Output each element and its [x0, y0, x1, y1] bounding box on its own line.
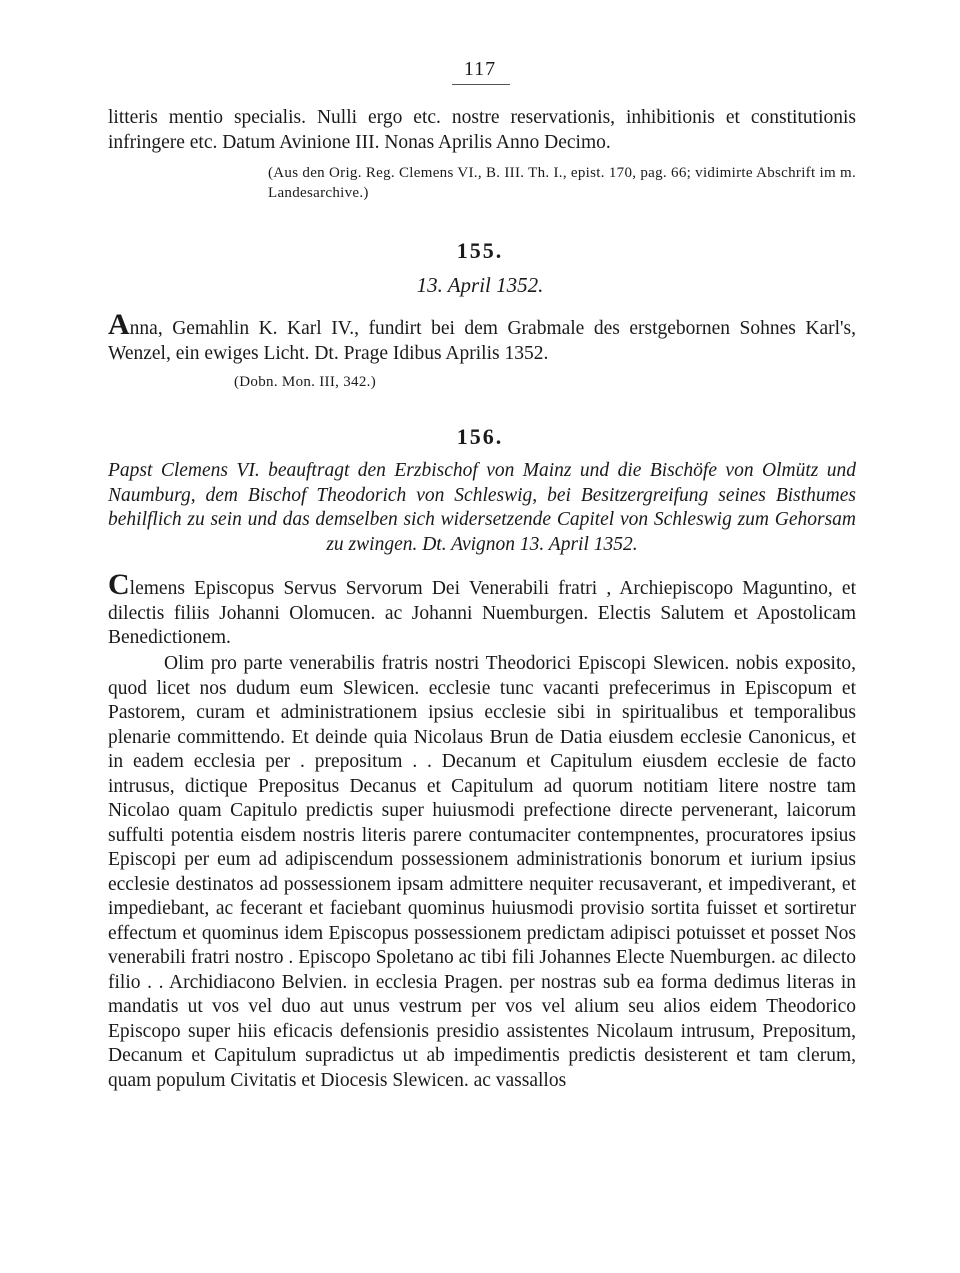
document-155-number: 155.	[456, 238, 504, 263]
document-155-body: nna, Gemahlin K. Karl IV., fundirt bei dem Grabmale des erstgebornen Sohnes Karl's, Wenzel, ein ewiges Licht. Dt. Prage Idibus Aprilis 1352.	[108, 318, 856, 364]
document-155-text	[108, 308, 856, 366]
document-156-number: 156.	[456, 424, 504, 449]
document-155-date: 13. April 1352.	[416, 273, 544, 297]
document-156-regest: Papst Clemens VI. beauftragt den Erzbischof von Mainz und die Bischöfe von Olmütz und Naumburg, dem Bischof Theodorich von Schleswig, bei Besitzergreifung seines Bisthumes behilflich zu sein und das demselben sich widersetzende Capitel von Schleswig zum Gehorsam zu zwingen. Dt. Avignon 13. April 1352.	[108, 460, 856, 555]
preceding-text: litteris mentio specialis. Nulli ergo etc. nostre reservationis, inhibitionis et constitutionis infringere etc. Datum Avinione III. Nonas Aprilis Anno Decimo.	[108, 107, 856, 153]
document-156-initial: C	[108, 568, 130, 601]
document-155-source-note: (Dobn. Mon. III, 342.)	[234, 374, 376, 390]
document-156-salutation-text: lemens Episcopus Servus Servorum Dei Venerabili fratri , Archiepiscopo Maguntino, et dilectis filiis Johanni Olomucen. ac Johanni Nuemburgen. Electis Salutem et Apostolicam Benedictionem.	[108, 578, 856, 648]
page-number-rule	[452, 84, 510, 85]
document-156-paragraph: Olim pro parte venerabilis fratris nostri Theodorici Episcopi Slewicen. nobis exposito, quod licet nos dudum eum Slewicen. ecclesie tunc vacanti prefecerimus in Episcopum et Pastorem, curam et administrationem ipsius ecclesie sibi in spiritualibus et temporalibus plenarie committendo. Et deinde quia Nicolaus Brun de Datia eiusdem ecclesie Canonicus, et in eadem ecclesia per . prepositum . . Decanum et Capitulum eiusdem ecclesie de facto intrusus, dictique Prepositus Decanus et Capitulum ad quorum notitiam litere nostre tam Nicolao quam Capitulo predictis super huiusmodi prefectione directe pervenerant, laicorum suffulti potentia eisdem nostris literis parere contumaciter contempnentes, procuratores ipsius Episcopi per eum ad adipiscendum possessionem administrationis bonorum et iurium ipsius ecclesie destinatos ad possessionem ipsam admittere nequiter recusaverant, et impediverant, et impediebant, ac fecerant et faciebant quominus huiusmodi provisio sortita fuisset et sortiretur effectum et quominus idem Episcopus possessionem predictam adipisci potuisset et posset Nos venerabili fratri nostro . Episcopo Spoletano ac tibi fili Johannes Electe Nuemburgen. ac dilecto filio . . Archidiacono Belvien. in ecclesia Pragen. per nostras sub ea forma dedimus literas in mandatis ut vos vel duo aut unus vestrum per vos vel alium seu alios eidem Theodorico Episcopo super hiis eficacis defensionis presidio assistentes Nicolaum intrusum, Prepositum, Decanum et Capitulum supradictus ut ab impedimentis predictis desisterent et tam clerum, quam populum Civitatis et Diocesis Slewicen. ac vassallos	[108, 653, 856, 1091]
document-156-salutation	[108, 568, 856, 651]
page-number: 117	[463, 58, 497, 80]
preceding-source-note: (Aus den Orig. Reg. Clemens VI., B. III. Th. I., epist. 170, pag. 66; vidimirte Abschrift im m. Landesarchive.)	[268, 165, 856, 201]
document-155-initial: A	[108, 308, 130, 341]
